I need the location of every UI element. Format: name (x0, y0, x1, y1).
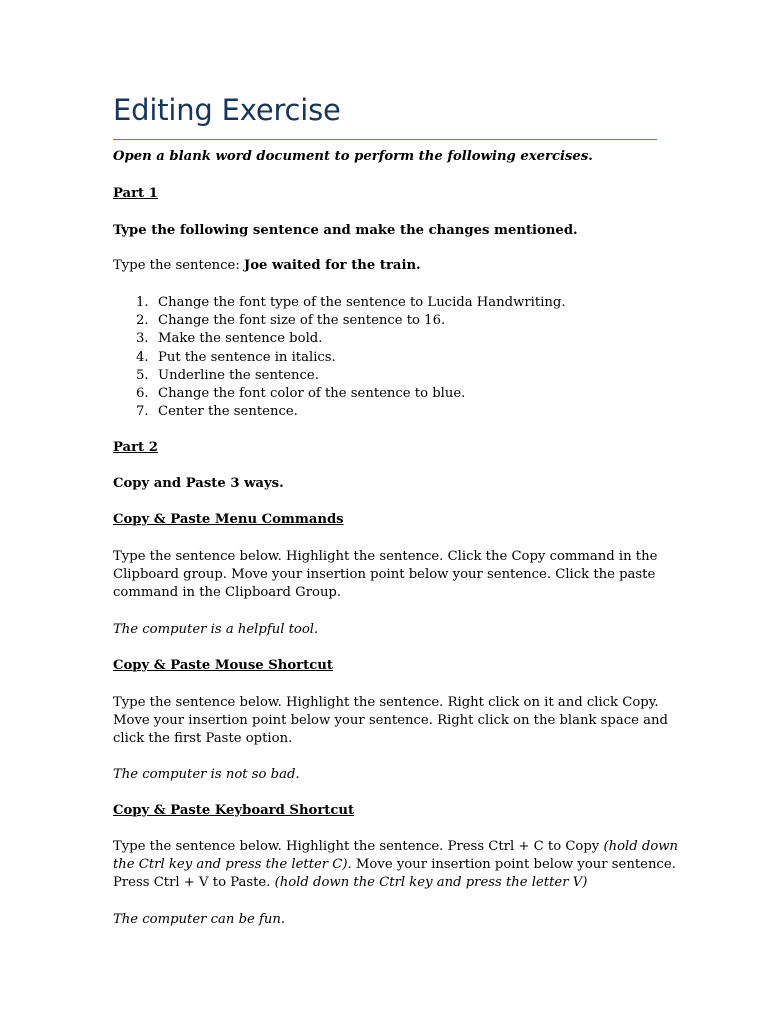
paragraph-line: click the first Paste option. (113, 731, 293, 747)
paragraph-text: Type the sentence below. Highlight the sentence. Press Ctrl + C to Copy (113, 839, 604, 854)
menu-commands-heading: Copy & Paste Menu Commands (113, 512, 344, 527)
type-sentence-line (113, 257, 421, 275)
list-item (113, 330, 566, 348)
part1-heading: Part 1 (113, 186, 158, 201)
keyboard-shortcut-heading: Copy & Paste Keyboard Shortcut (113, 803, 355, 818)
list-item-text: Make the sentence bold. (158, 331, 323, 347)
paragraph-line (113, 838, 679, 856)
keyboard-shortcut-sentence: The computer can be fun. (113, 912, 286, 927)
list-item (113, 403, 566, 421)
menu-commands-sentence: The computer is a helpful tool. (113, 622, 319, 637)
intro-instruction: Open a blank word document to perform the following exercises. (113, 149, 593, 164)
paragraph-line: Move your insertion point below your sentence. Right click on the blank space and (113, 713, 668, 729)
paragraph-line: Type the sentence below. Highlight the sentence. Click the Copy command in the (113, 549, 658, 564)
list-item-number: 7. (136, 404, 149, 420)
paragraph-line: Clipboard group. Move your insertion point below your sentence. Click the paste (113, 567, 656, 583)
practice-sentence: Joe waited for the train. (243, 258, 421, 273)
list-item-text: Change the font type of the sentence to Lucida Handwriting. (158, 295, 566, 310)
list-item-text: Change the font size of the sentence to 16. (158, 313, 446, 329)
list-item (113, 312, 566, 330)
paragraph-line: Type the sentence below. Highlight the sentence. Right click on it and click Copy. (113, 695, 659, 710)
paragraph-line (113, 856, 676, 874)
type-sentence-prefix: Type the sentence: (113, 258, 244, 273)
paragraph-line (113, 874, 658, 892)
list-item (113, 385, 566, 403)
list-item (113, 367, 566, 385)
part2-heading: Part 2 (113, 440, 158, 455)
list-item-number: 3. (136, 331, 149, 347)
part1-instruction: Type the following sentence and make the changes mentioned. (113, 223, 578, 238)
menu-commands-paragraph (113, 548, 658, 603)
list-item-number: 5. (136, 367, 149, 383)
list-item-number: 1. (136, 295, 149, 310)
list-item-text: Change the font color of the sentence to blue. (158, 386, 466, 402)
list-item-number: 2. (136, 313, 149, 329)
mouse-shortcut-sentence: The computer is not so bad. (113, 767, 300, 782)
document-title: Editing Exercise (113, 93, 341, 127)
title-underline-rule (113, 139, 657, 140)
mouse-shortcut-heading: Copy & Paste Mouse Shortcut (113, 658, 333, 673)
list-item (113, 349, 566, 367)
list-item-number: 6. (136, 386, 149, 402)
paragraph-note: (hold down the Ctrl key and press the letter V) (274, 875, 588, 891)
document-page (113, 0, 679, 1024)
mouse-shortcut-paragraph (113, 694, 668, 749)
list-item (113, 294, 566, 312)
list-item-number: 4. (136, 349, 149, 365)
list-item-text: Center the sentence. (158, 404, 298, 420)
paragraph-text: . Move your insertion point below your sentence. (347, 857, 676, 873)
keyboard-shortcut-paragraph (113, 838, 679, 893)
paragraph-note: (hold down (603, 839, 679, 854)
part1-steps-list (113, 294, 566, 421)
list-item-text: Underline the sentence. (158, 367, 319, 383)
paragraph-text: Press Ctrl + V to Paste. (113, 875, 275, 891)
paragraph-note: the Ctrl key and press the letter C) (113, 857, 348, 873)
part2-instruction: Copy and Paste 3 ways. (113, 476, 284, 491)
paragraph-line: command in the Clipboard Group. (113, 585, 342, 601)
list-item-text: Put the sentence in italics. (158, 349, 336, 365)
